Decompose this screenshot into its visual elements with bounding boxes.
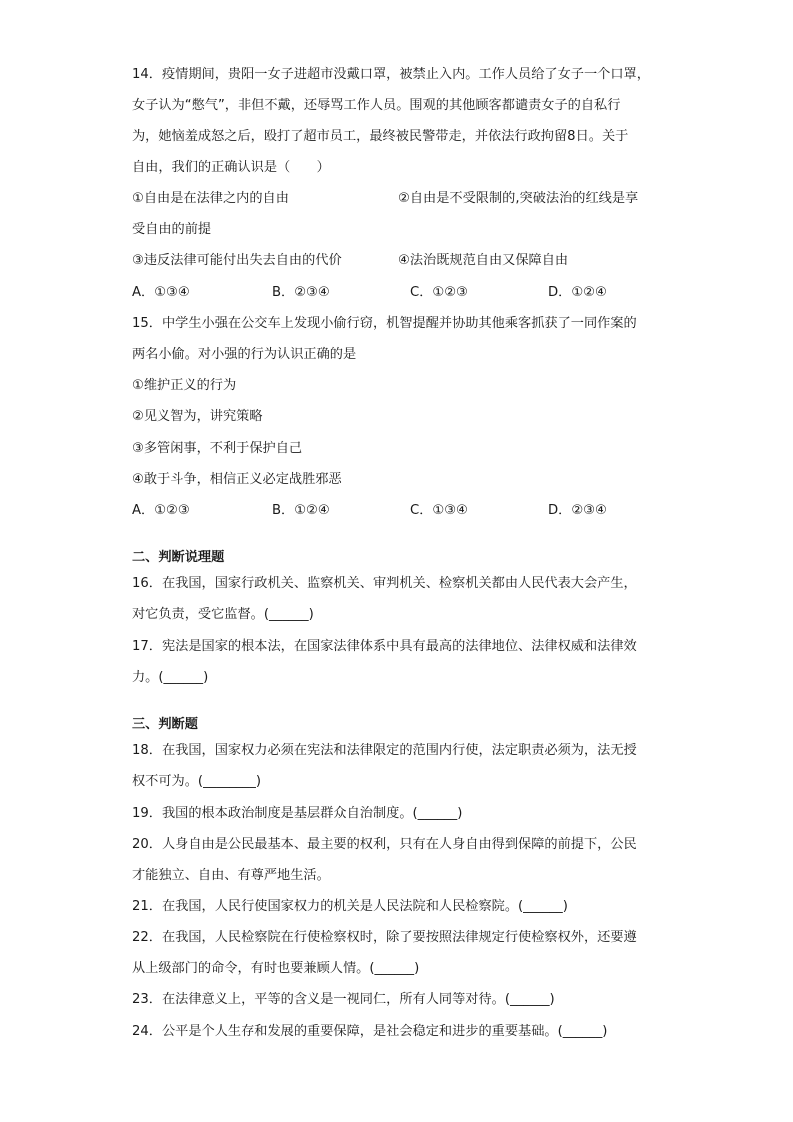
q18-line-2: 权不可为。(________) <box>132 774 261 789</box>
q19: 19．我国的根本政治制度是基层群众自治制度。(______) <box>132 806 463 821</box>
q15-choice-d: D．②③④ <box>548 503 607 518</box>
q18-line-1: 18．在我国，国家权力必须在宪法和法律限定的范围内行使，法定职责必须为，法无授 <box>132 743 637 758</box>
q15-line-2: 两名小偷。对小强的行为认识正确的是 <box>132 347 357 362</box>
q14-line-3: 为，她恼羞成怒之后，殴打了超市员工，最终被民警带走，并依法行政拘留8日。关于 <box>132 129 629 144</box>
q14-choice-b: B．②③④ <box>272 285 330 300</box>
q14-item-2: ②自由是不受限制的,突破法治的红线是享 <box>398 191 639 206</box>
q14-choice-a: A．①③④ <box>132 285 190 300</box>
section-3-heading: 三、判断题 <box>132 717 198 732</box>
q17-line-2: 力。(______) <box>132 670 209 685</box>
q15-item-2: ②见义智为，讲究策略 <box>132 409 263 424</box>
q14-item-2-cont: 受自由的前提 <box>132 222 212 237</box>
q24: 24．公平是个人生存和发展的重要保障，是社会稳定和进步的重要基础。(______) <box>132 1024 608 1039</box>
section-2-heading: 二、判断说理题 <box>132 550 225 565</box>
q15-line-1: 15．中学生小强在公交车上发现小偷行窃，机智提醒并协助其他乘客抓获了一同作案的 <box>132 316 637 331</box>
q22-line-2: 从上级部门的命令，有时也要兼顾人情。(______) <box>132 961 420 976</box>
q15-choice-c: C．①③④ <box>410 503 468 518</box>
q22-line-1: 22．在我国，人民检察院在行使检察权时，除了要按照法律规定行使检察权外，还要遵 <box>132 930 637 945</box>
q14-choice-d: D．①②④ <box>548 285 607 300</box>
q15-choice-b: B．①②④ <box>272 503 330 518</box>
q14-choice-c: C．①②③ <box>410 285 468 300</box>
q14-line-1: 14．疫情期间，贵阳一女子进超市没戴口罩，被禁止入内。工作人员给了女子一个口罩， <box>132 67 650 82</box>
q14-item-3: ③违反法律可能付出失去自由的代价 <box>132 253 342 268</box>
q15-item-4: ④敢于斗争，相信正义必定战胜邪恶 <box>132 472 342 487</box>
q14-line-2: 女子认为“憋气”，非但不戴，还辱骂工作人员。围观的其他顾客都谴责女子的自私行 <box>132 98 621 113</box>
q16-line-2: 对它负责，受它监督。(______) <box>132 607 314 622</box>
q20-line-1: 20．人身自由是公民最基本、最主要的权利，只有在人身自由得到保障的前提下，公民 <box>132 837 637 852</box>
q15-choice-a: A．①②③ <box>132 503 190 518</box>
q23: 23．在法律意义上，平等的含义是一视同仁，所有人同等对待。(______) <box>132 992 555 1007</box>
q20-line-2: 才能独立、自由、有尊严地生活。 <box>132 868 330 883</box>
q15-item-3: ③多管闲事，不利于保护自己 <box>132 441 303 456</box>
q15-item-1: ①维护正义的行为 <box>132 378 237 393</box>
q17-line-1: 17．宪法是国家的根本法，在国家法律体系中具有最高的法律地位、法律权威和法律效 <box>132 639 637 654</box>
q14-item-1: ①自由是在法律之内的自由 <box>132 191 289 206</box>
q21: 21．在我国，人民行使国家权力的机关是人民法院和人民检察院。(______) <box>132 899 568 914</box>
q14-line-4: 自由，我们的正确认识是（ ） <box>132 160 330 175</box>
q14-item-4: ④法治既规范自由又保障自由 <box>398 253 569 268</box>
q16-line-1: 16．在我国，国家行政机关、监察机关、审判机关、检察机关都由人民代表大会产生， <box>132 576 637 591</box>
